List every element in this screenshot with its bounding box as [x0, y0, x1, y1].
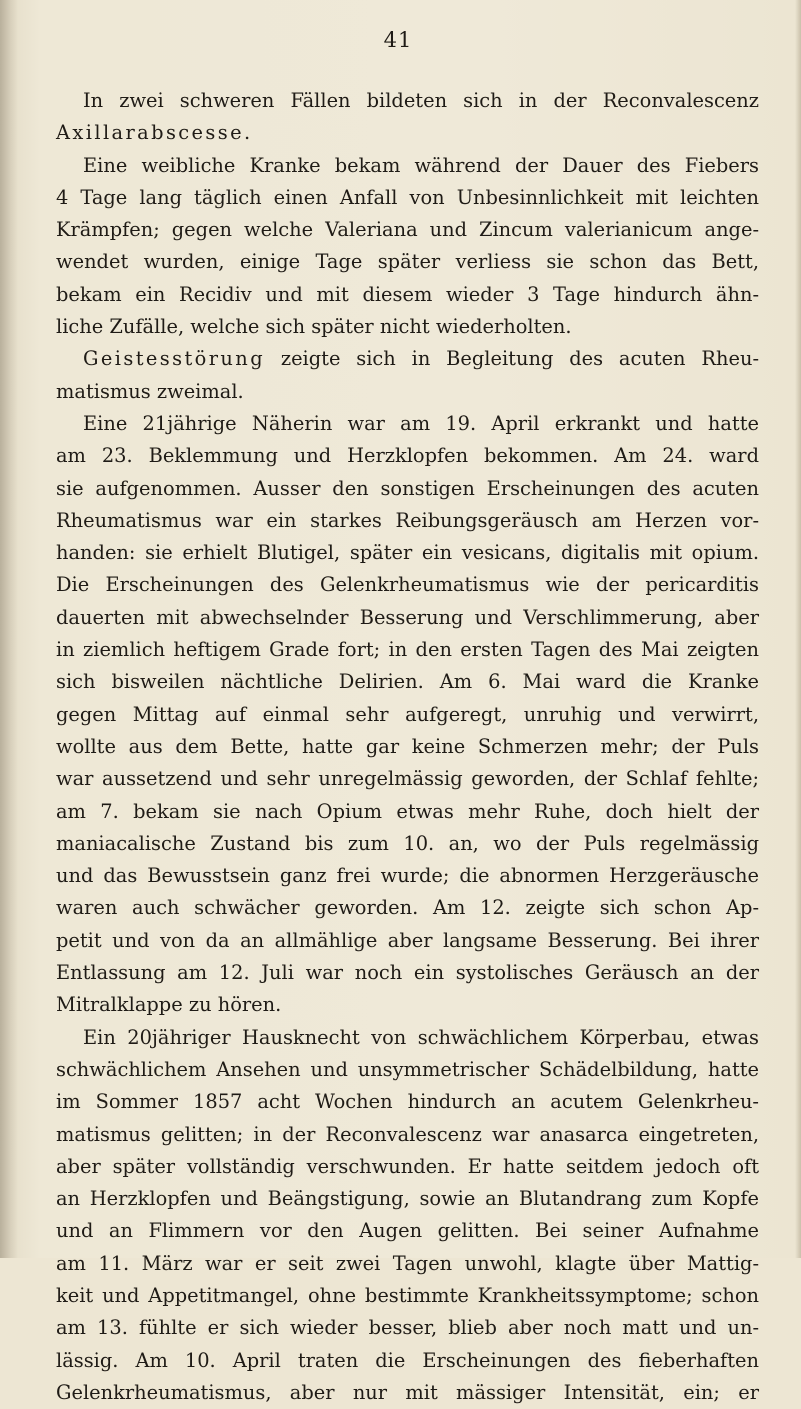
text-line: im Sommer 1857 acht Wochen hindurch an acutem Gelenkrheu- — [56, 1090, 759, 1114]
text-line: Ein 20jähriger Hausknecht von schwächlichem Körperbau, etwas — [83, 1025, 759, 1049]
page-number: 41 — [383, 28, 413, 52]
text-line: sich bisweilen nächtliche Delirien. Am 6. Mai ward die Kranke — [56, 670, 759, 694]
text-line: matismus gelitten; in der Reconvalescenz war anasarca eingetreten, — [56, 1122, 759, 1146]
text-line: handen: sie erhielt Blutigel, später ein vesicans, digitalis mit opium. — [56, 541, 759, 565]
text-line: in ziemlich heftigem Grade fort; in den ersten Tagen des Mai zeigten — [56, 638, 759, 662]
text-line: In zwei schweren Fällen bildeten sich in der Reconvalescenz — [83, 89, 759, 112]
body-text — [56, 85, 759, 1409]
text-line: Rheumatismus war ein starkes Reibungsgeräusch am Herzen vor- — [56, 508, 759, 532]
text-line: Krämpfen; gegen welche Valeriana und Zincum valerianicum ange- — [56, 218, 759, 242]
text-line: Eine weibliche Kranke bekam während der Dauer des Fiebers — [83, 153, 759, 177]
text-line: wollte aus dem Bette, hatte gar keine Schmerzen mehr; der Puls — [56, 734, 759, 758]
line-rest: zeigte sich in Begleitung des acuten Rheu- — [265, 347, 759, 371]
text-line: war aussetzend und sehr unregelmässig geworden, der Schlaf fehlte; — [56, 767, 759, 791]
text-line: lässig. Am 10. April traten die Erscheinungen des fieberhaften — [56, 1348, 759, 1372]
emphasized-term: Geistesstörung — [83, 347, 266, 371]
text-line: wendet wurden, einige Tage später verliess sie schon das Bett, — [56, 250, 759, 274]
text-line: Die Erscheinungen des Gelenkrheumatismus wie der pericarditis — [56, 573, 759, 597]
text-line: an Herzklopfen und Beängstigung, sowie an Blutandrang zum Kopfe — [56, 1187, 759, 1211]
text-line: Mitralklappe zu hören. — [56, 993, 282, 1017]
page-edge — [795, 0, 801, 1258]
text-line: matismus zweimal. — [56, 379, 244, 403]
text-line: Entlassung am 12. Juli war noch ein systolisches Geräusch an der — [56, 961, 759, 985]
text-line: liche Zufälle, welche sich später nicht wiederholten. — [56, 315, 572, 339]
text-line: petit und von da an allmählige aber langsame Besserung. Bei ihrer — [56, 928, 759, 952]
text-line: Axillarabscesse. — [56, 121, 253, 145]
text-line — [56, 343, 759, 375]
text-line: sie aufgenommen. Ausser den sonstigen Erscheinungen des acuten — [56, 476, 759, 500]
text-line: am 11. März war er seit zwei Tagen unwohl, klagte über Mattig- — [56, 1251, 759, 1275]
text-line: 4 Tage lang täglich einen Anfall von Unbesinnlichkeit mit leichten — [56, 185, 759, 209]
text-line: Gelenkrheumatismus, aber nur mit mässiger Intensität, ein; er — [56, 1380, 759, 1404]
binding-shadow — [0, 0, 18, 1258]
text-line: am 7. bekam sie nach Opium etwas mehr Ruhe, doch hielt der — [56, 799, 759, 823]
text-line: bekam ein Recidiv und mit diesem wieder 3 Tage hindurch ähn- — [56, 282, 759, 306]
text-line: dauerten mit abwechselnder Besserung und Verschlimmerung, aber — [56, 605, 759, 629]
text-line: am 13. fühlte er sich wieder besser, blieb aber noch matt und un- — [56, 1316, 759, 1340]
text-line: gegen Mittag auf einmal sehr aufgeregt, unruhig und verwirrt, — [56, 702, 759, 726]
text-line: am 23. Beklemmung und Herzklopfen bekommen. Am 24. ward — [56, 444, 759, 468]
text-line: aber später vollständig verschwunden. Er hatte seitdem jedoch oft — [56, 1154, 759, 1178]
text-line: waren auch schwächer geworden. Am 12. zeigte sich schon Ap- — [56, 896, 759, 920]
text-line: schwächlichem Ansehen und unsymmetrischer Schädelbildung, hatte — [56, 1057, 759, 1081]
text-line: keit und Appetitmangel, ohne bestimmte Krankheitssymptome; schon — [56, 1283, 759, 1307]
text-line: Eine 21jährige Näherin war am 19. April erkrankt und hatte — [83, 411, 759, 435]
text-line: und das Bewusstsein ganz frei wurde; die abnormen Herzgeräusche — [56, 864, 759, 888]
text-line: und an Flimmern vor den Augen gelitten. Bei seiner Aufnahme — [56, 1219, 759, 1243]
text-line: maniacalische Zustand bis zum 10. an, wo der Puls regelmässig — [56, 831, 759, 855]
